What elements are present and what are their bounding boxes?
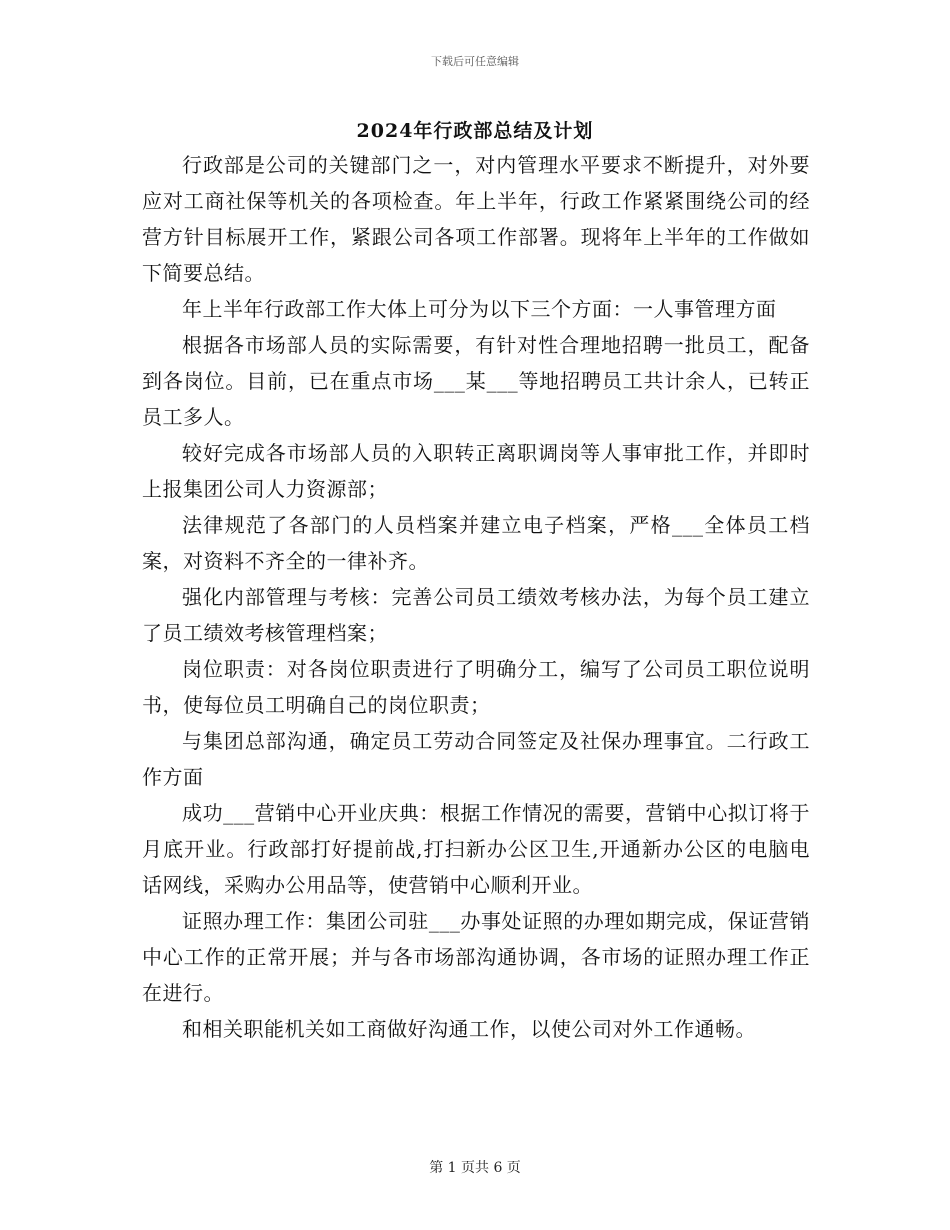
paragraph: 根据各市场部人员的实际需要，有针对性合理地招聘一批员工，配备到各岗位。目前，已在重点市场___某___等地招聘员工共计余人，已转正员工多人。: [142, 333, 810, 429]
paragraph: 成功___营销中心开业庆典：根据工作情况的需要，营销中心拟订将于月底开业。行政部打好提前战,打扫新办公区卫生,开通新办公区的电脑电话网线，采购办公用品等，使营销中心顺利开业。: [142, 801, 810, 897]
paragraph: 年上半年行政部工作大体上可分为以下三个方面：一人事管理方面: [182, 297, 777, 321]
paragraph: 和相关职能机关如工商做好沟通工作，以使公司对外工作通畅。: [182, 1017, 756, 1041]
paragraph: 证照办理工作：集团公司驻___办事处证照的办理如期完成，保证营销中心工作的正常开展；并与各市场部沟通协调，各市场的证照办理工作正在进行。: [142, 909, 810, 1005]
paragraph: 法律规范了各部门的人员档案并建立电子档案，严格___全体员工档案，对资料不齐全的一律补齐。: [142, 513, 810, 573]
document-body: [142, 147, 810, 1047]
document-title: 2024年行政部总结及计划: [356, 120, 594, 142]
paragraph: 与集团总部沟通，确定员工劳动合同签定及社保办理事宜。二行政工作方面: [142, 729, 810, 789]
paragraph: 较好完成各市场部人员的入职转正离职调岗等人事审批工作，并即时上报集团公司人力资源部；: [142, 441, 810, 501]
paragraph: 岗位职责：对各岗位职责进行了明确分工，编写了公司员工职位说明书，使每位员工明确自己的岗位职责；: [142, 657, 810, 717]
header-note: 下载后可任意编辑: [431, 55, 519, 68]
page-footer: 第 1 页共 6 页: [429, 1160, 521, 1176]
paragraph: 行政部是公司的关键部门之一，对内管理水平要求不断提升，对外要应对工商社保等机关的各项检查。年上半年，行政工作紧紧围绕公司的经营方针目标展开工作，紧跟公司各项工作部署。现将年上半年的工作做如下简要总结。: [142, 153, 810, 285]
paragraph: 强化内部管理与考核：完善公司员工绩效考核办法，为每个员工建立了员工绩效考核管理档案；: [142, 585, 810, 645]
